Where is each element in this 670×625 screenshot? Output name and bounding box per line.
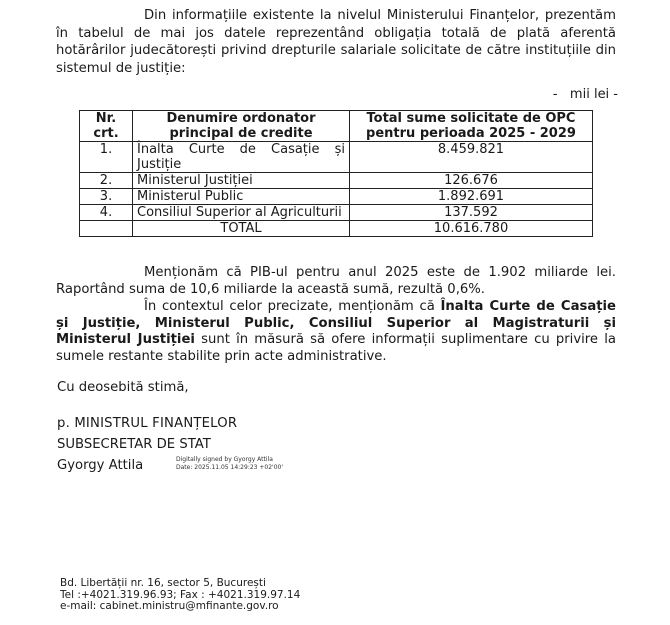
- header-name: Denumire ordonator principal de credite: [133, 111, 350, 142]
- row-name: Ministerul Public: [133, 189, 350, 205]
- footer-address: Bd. Libertății nr. 16, sector 5, București: [60, 577, 266, 589]
- row-sum: 8.459.821: [350, 142, 593, 173]
- row-nr: 2.: [80, 173, 133, 189]
- closing-formula: Cu deosebită stimă,: [57, 380, 189, 395]
- footer-phone: Tel :+4021.319.96.93; Fax : +4021.319.97.14: [60, 588, 301, 601]
- context-text-part2: sunt în măsură să ofere informații suplimentare cu privire la sumele restante stabilite prin acte administrative.: [56, 332, 616, 364]
- signatory-name: Gyorgy Attila: [57, 458, 144, 473]
- row-nr: 3.: [80, 189, 133, 205]
- table-row: [80, 142, 593, 173]
- gdp-text: Menționăm că PIB-ul pentru anul 2025 este de 1.902 miliarde lei. Raportând suma de 10,6 miliarde la această sumă, rezultă 0,6%.: [56, 265, 616, 297]
- digital-signature-signer: Digitally signed by Gyorgy Attila: [176, 456, 273, 463]
- row-sum: 126.676: [350, 173, 593, 189]
- context-institutions: Înalta Curte de Casație și Justiție, Ministerul Public, Consiliul Superior al Magistraturii și Ministerul Justiției: [56, 299, 616, 347]
- intro-text: Din informațiile existente la nivelul Ministerului Finanțelor, prezentăm în tabelul de mai jos datele reprezentând obligația totală de plată aferentă hotărârilor judecătorești privind drepturile salariale solicitate de către instituțiile din sistemul de justiție:: [56, 8, 616, 76]
- digital-signature-stamp: [176, 456, 283, 472]
- footer-email: e-mail: cabinet.ministru@mfinante.gov.ro: [60, 600, 279, 612]
- total-sum: 10.616.780: [350, 221, 593, 237]
- table-header-row: [80, 111, 593, 142]
- context-paragraph: [56, 299, 616, 365]
- footer-contact: [60, 578, 300, 613]
- sums-table: [79, 110, 593, 237]
- row-nr: 4.: [80, 205, 133, 221]
- row-name: Consiliul Superior al Agriculturii: [133, 205, 350, 221]
- row-sum: 1.892.691: [350, 189, 593, 205]
- table-row: [80, 205, 593, 221]
- header-sum: Total sume solicitate de OPC pentru perioada 2025 - 2029: [350, 111, 593, 142]
- signatory-title: p. MINISTRUL FINANȚELOR: [57, 416, 238, 431]
- row-sum: 137.592: [350, 205, 593, 221]
- table-total-row: [80, 221, 593, 237]
- total-label: TOTAL: [133, 221, 350, 237]
- intro-paragraph: [56, 7, 616, 77]
- row-name: Ministerul Justiției: [133, 173, 350, 189]
- unit-label: - mii lei -: [552, 87, 618, 102]
- context-text-part1: În contextul celor precizate, menționăm că: [144, 299, 441, 314]
- gdp-paragraph: [56, 265, 616, 298]
- total-empty-cell: [80, 221, 133, 237]
- table-row: [80, 173, 593, 189]
- signatory-role: SUBSECRETAR DE STAT: [57, 437, 211, 452]
- table-row: [80, 189, 593, 205]
- row-nr: 1.: [80, 142, 133, 173]
- row-name: Înalta Curte de Casație și Justiție: [133, 142, 350, 173]
- header-nr: Nr. crt.: [80, 111, 133, 142]
- digital-signature-date: Date: 2025.11.05 14:29:23 +02'00': [176, 464, 283, 471]
